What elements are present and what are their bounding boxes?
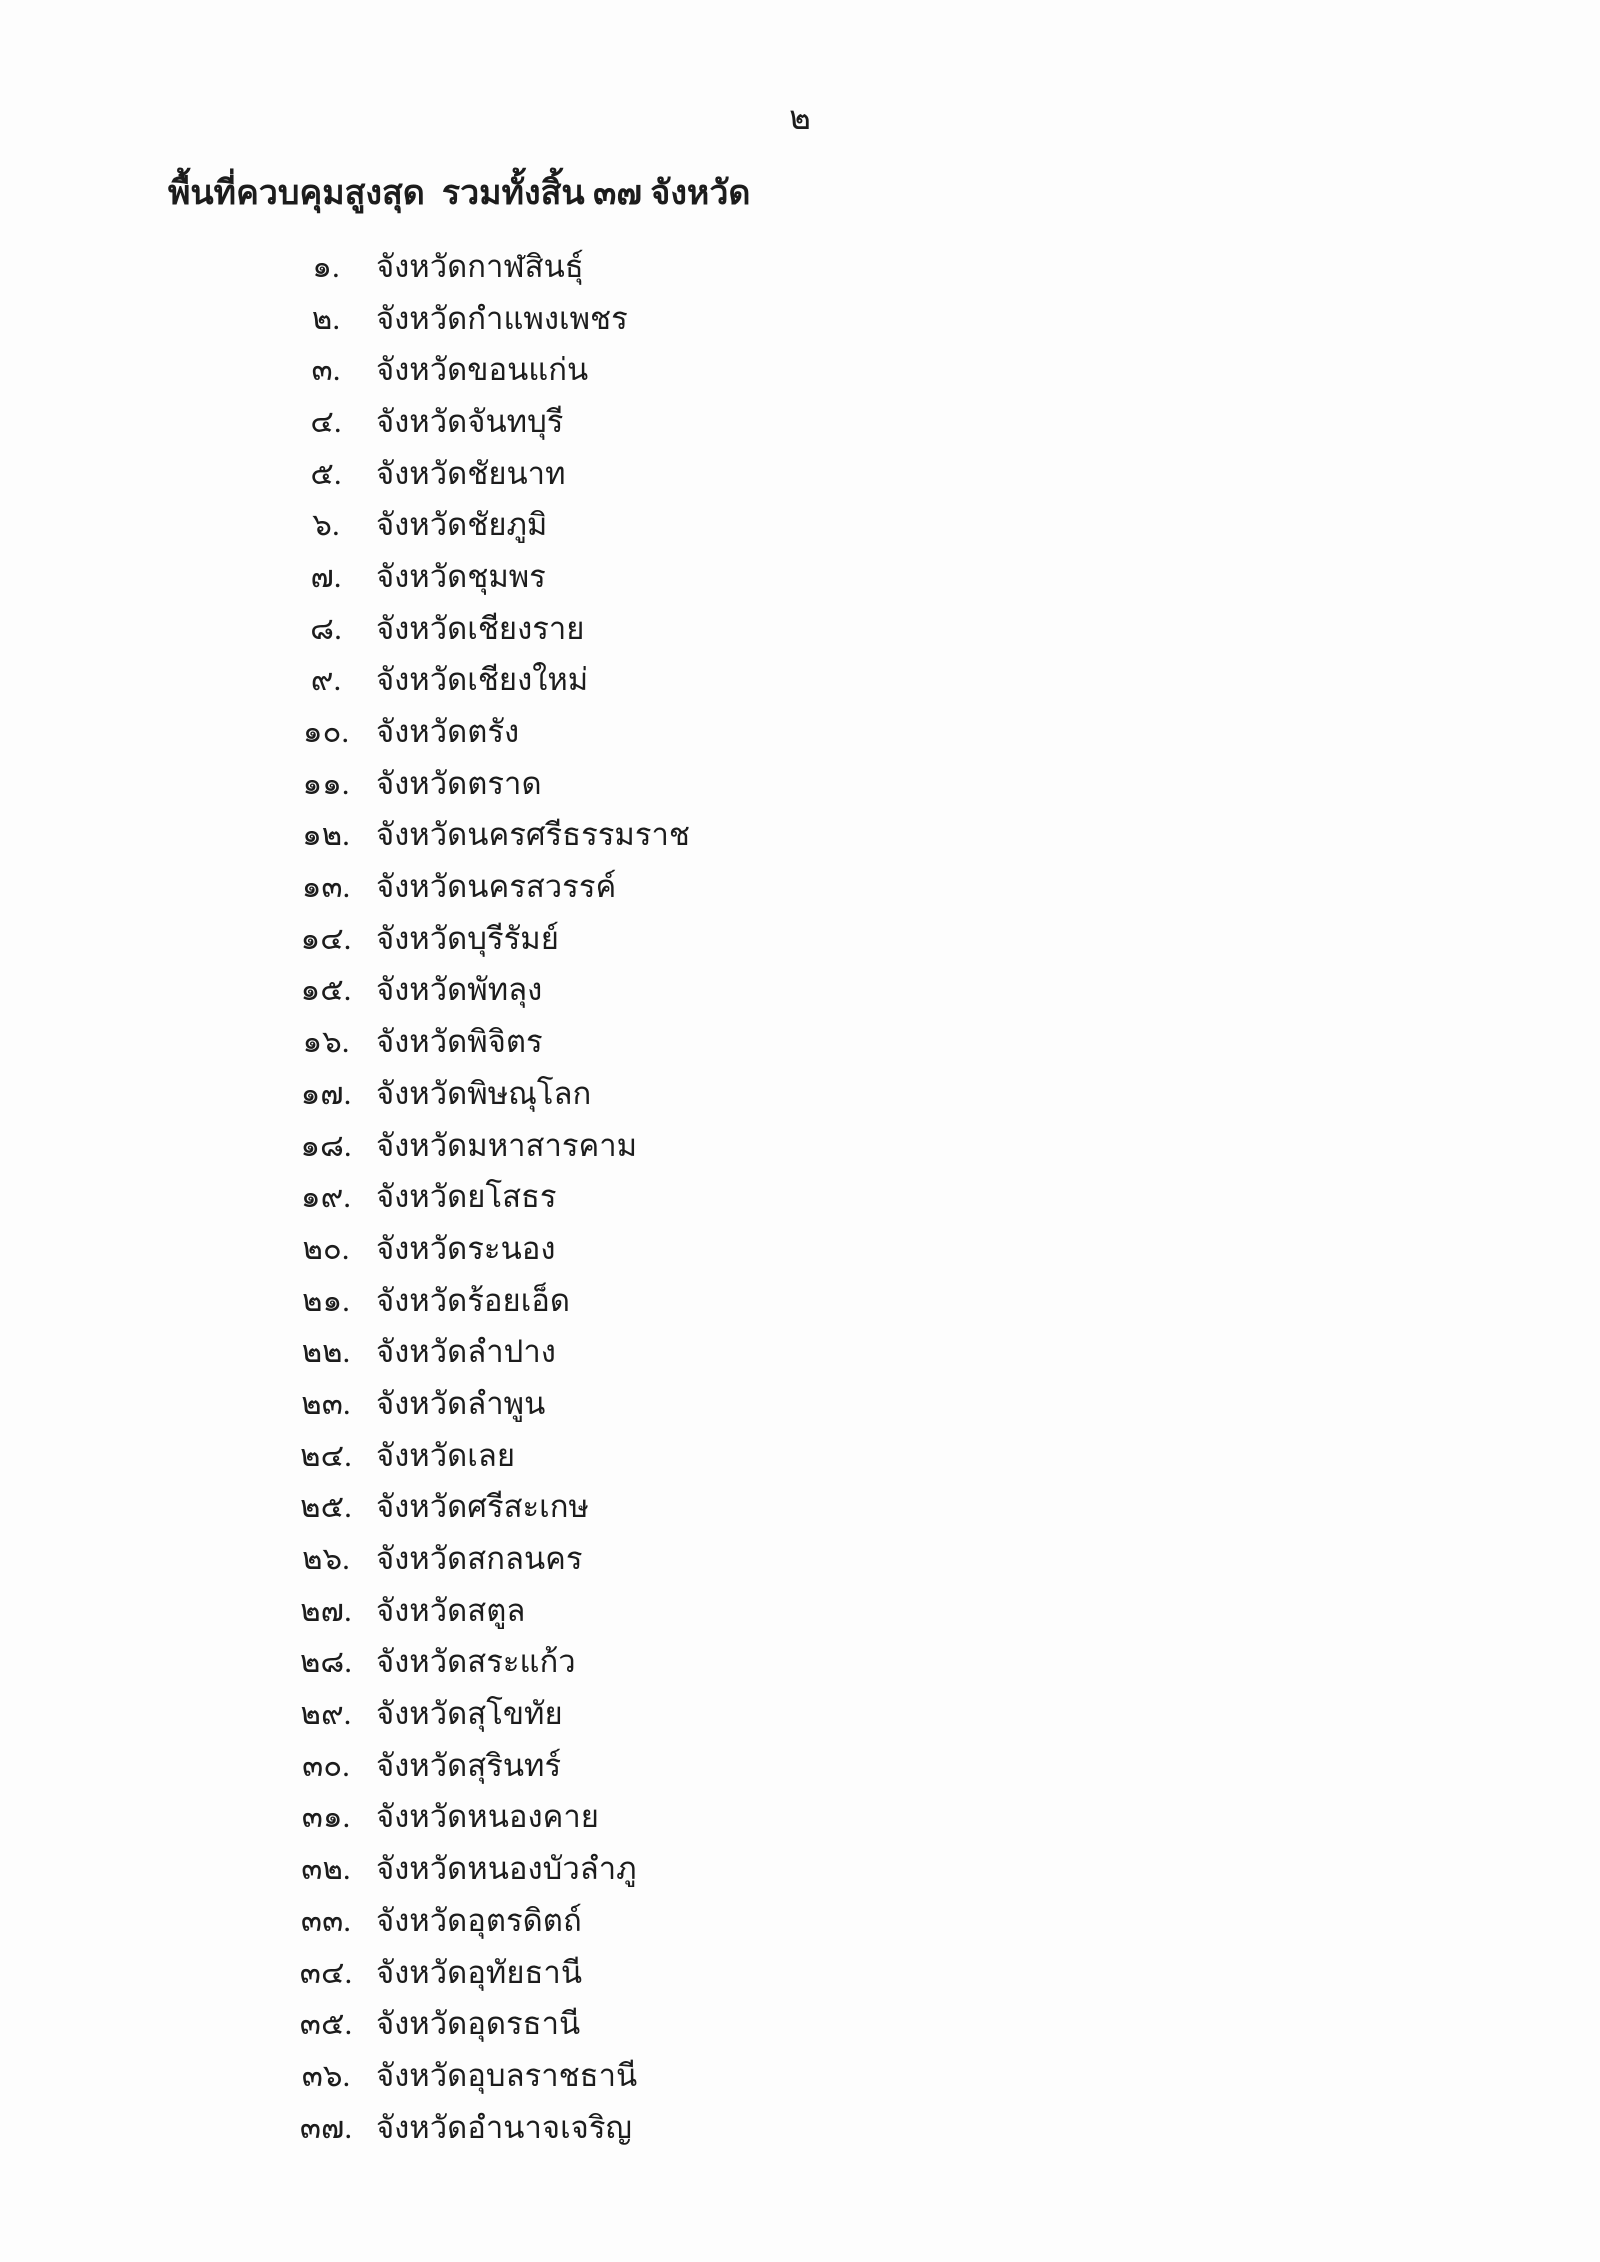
list-item bbox=[0, 809, 1600, 861]
list-item bbox=[0, 1584, 1600, 1636]
item-number: ๓๒. bbox=[301, 1851, 351, 1887]
item-number: ๖. bbox=[312, 507, 340, 543]
list-item bbox=[0, 964, 1600, 1016]
province-name: จังหวัดระนอง bbox=[376, 1230, 556, 1266]
province-name: จังหวัดพัทลุง bbox=[376, 972, 543, 1008]
list-item bbox=[0, 1532, 1600, 1584]
list-item bbox=[0, 1325, 1600, 1377]
list-item bbox=[0, 1739, 1600, 1791]
item-number: ๑๐. bbox=[302, 714, 350, 750]
list-item bbox=[0, 2049, 1600, 2101]
item-number: ๒๒. bbox=[301, 1334, 351, 1370]
province-name: จังหวัดพิจิตร bbox=[376, 1024, 543, 1060]
list-item bbox=[0, 292, 1600, 344]
list-item bbox=[0, 1894, 1600, 1946]
province-name: จังหวัดสุโขทัย bbox=[376, 1696, 563, 1732]
list-item bbox=[0, 757, 1600, 809]
province-name: จังหวัดกำแพงเพชร bbox=[376, 300, 628, 336]
province-name: จังหวัดนครศรีธรรมราช bbox=[376, 817, 690, 853]
list-item bbox=[0, 1222, 1600, 1274]
list-item bbox=[0, 1170, 1600, 1222]
province-name: จังหวัดพิษณุโลก bbox=[376, 1075, 592, 1111]
item-number: ๑. bbox=[312, 248, 340, 284]
list-item bbox=[0, 602, 1600, 654]
item-number: ๓๔. bbox=[299, 1954, 353, 1990]
item-number: ๒๖. bbox=[302, 1541, 350, 1577]
list-item bbox=[0, 1481, 1600, 1533]
item-number: ๒๓. bbox=[301, 1385, 351, 1421]
list-item bbox=[0, 1636, 1600, 1688]
province-name: จังหวัดชัยภูมิ bbox=[376, 507, 548, 543]
list-item bbox=[0, 240, 1600, 292]
list-item bbox=[0, 550, 1600, 602]
item-number: ๑๒. bbox=[302, 817, 350, 853]
province-name: จังหวัดบุรีรัมย์ bbox=[376, 920, 559, 956]
province-name: จังหวัดเชียงใหม่ bbox=[376, 662, 589, 698]
item-number: ๓๖. bbox=[301, 2057, 351, 2093]
list-item bbox=[0, 705, 1600, 757]
item-number: ๓๑. bbox=[301, 1799, 351, 1835]
item-number: ๓๕. bbox=[299, 2006, 353, 2042]
province-name: จังหวัดร้อยเอ็ด bbox=[376, 1282, 571, 1318]
province-name: จังหวัดลำพูน bbox=[376, 1385, 546, 1421]
list-item bbox=[0, 860, 1600, 912]
province-name: จังหวัดสกลนคร bbox=[376, 1541, 583, 1577]
list-item bbox=[0, 912, 1600, 964]
province-name: จังหวัดขอนแก่น bbox=[376, 352, 589, 388]
list-item bbox=[0, 1015, 1600, 1067]
item-number: ๒. bbox=[311, 300, 341, 336]
section-heading: พื้นที่ควบคุมสูงสุด รวมทั้งสิ้น ๓๗ จังหวัด bbox=[168, 175, 751, 212]
list-item bbox=[0, 1946, 1600, 1998]
province-name: จังหวัดเลย bbox=[376, 1437, 516, 1473]
province-name: จังหวัดอำนาจเจริญ bbox=[376, 2109, 632, 2145]
list-item bbox=[0, 1274, 1600, 1326]
list-item bbox=[0, 395, 1600, 447]
item-number: ๓. bbox=[311, 352, 341, 388]
item-number: ๑๖. bbox=[302, 1024, 350, 1060]
item-number: ๑๗. bbox=[300, 1075, 352, 1111]
item-number: ๒๗. bbox=[300, 1592, 352, 1628]
province-name: จังหวัดกาฬสินธุ์ bbox=[376, 248, 584, 284]
list-item bbox=[0, 2101, 1600, 2153]
list-item bbox=[0, 1687, 1600, 1739]
list-item bbox=[0, 1842, 1600, 1894]
province-name: จังหวัดชัยนาท bbox=[376, 455, 566, 491]
province-name: จังหวัดศรีสะเกษ bbox=[376, 1489, 589, 1525]
item-number: ๑๓. bbox=[301, 869, 351, 905]
item-number: ๕. bbox=[310, 455, 342, 491]
item-number: ๒๔. bbox=[300, 1437, 352, 1473]
list-item bbox=[0, 447, 1600, 499]
province-name: จังหวัดอุตรดิตถ์ bbox=[376, 1902, 582, 1938]
item-number: ๑๘. bbox=[300, 1127, 352, 1163]
list-item bbox=[0, 498, 1600, 550]
item-number: ๔. bbox=[310, 403, 342, 439]
list-item bbox=[0, 1791, 1600, 1843]
item-number: ๒๘. bbox=[299, 1644, 353, 1680]
province-name: จังหวัดจันทบุรี bbox=[376, 403, 564, 439]
province-name: จังหวัดสตูล bbox=[376, 1592, 526, 1628]
province-name: จังหวัดนครสวรรค์ bbox=[376, 869, 617, 905]
province-name: จังหวัดยโสธร bbox=[376, 1179, 557, 1215]
province-name: จังหวัดหนองคาย bbox=[376, 1799, 599, 1835]
list-item bbox=[0, 1377, 1600, 1429]
province-name: จังหวัดอุทัยธานี bbox=[376, 1954, 583, 1990]
list-item bbox=[0, 1119, 1600, 1171]
province-list bbox=[0, 240, 1600, 2152]
item-number: ๘. bbox=[310, 610, 342, 646]
province-name: จังหวัดสุรินทร์ bbox=[376, 1747, 562, 1783]
item-number: ๗. bbox=[310, 558, 342, 594]
province-name: จังหวัดตราด bbox=[376, 765, 542, 801]
item-number: ๙. bbox=[310, 662, 342, 698]
item-number: ๑๔. bbox=[300, 920, 352, 956]
province-name: จังหวัดชุมพร bbox=[376, 558, 546, 594]
list-item bbox=[0, 1067, 1600, 1119]
list-item bbox=[0, 1997, 1600, 2049]
item-number: ๒๕. bbox=[300, 1489, 352, 1525]
list-item bbox=[0, 654, 1600, 706]
page-number: ๒ bbox=[789, 101, 811, 137]
province-name: จังหวัดอุบลราชธานี bbox=[376, 2057, 638, 2093]
item-number: ๓๓. bbox=[300, 1902, 352, 1938]
item-number: ๑๕. bbox=[300, 972, 352, 1008]
province-name: จังหวัดเชียงราย bbox=[376, 610, 585, 646]
province-name: จังหวัดอุดรธานี bbox=[376, 2006, 581, 2042]
province-name: จังหวัดลำปาง bbox=[376, 1334, 556, 1370]
item-number: ๓๗. bbox=[299, 2109, 353, 2145]
province-name: จังหวัดตรัง bbox=[376, 714, 520, 750]
province-name: จังหวัดหนองบัวลำภู bbox=[376, 1851, 637, 1887]
item-number: ๑๙. bbox=[300, 1179, 352, 1215]
province-name: จังหวัดสระแก้ว bbox=[376, 1644, 576, 1680]
province-name: จังหวัดมหาสารคาม bbox=[376, 1127, 638, 1163]
item-number: ๒๑. bbox=[302, 1282, 350, 1318]
item-number: ๓๐. bbox=[302, 1747, 350, 1783]
item-number: ๒๙. bbox=[300, 1696, 352, 1732]
item-number: ๑๑. bbox=[302, 765, 350, 801]
list-item bbox=[0, 343, 1600, 395]
item-number: ๒๐. bbox=[302, 1230, 350, 1266]
list-item bbox=[0, 1429, 1600, 1481]
